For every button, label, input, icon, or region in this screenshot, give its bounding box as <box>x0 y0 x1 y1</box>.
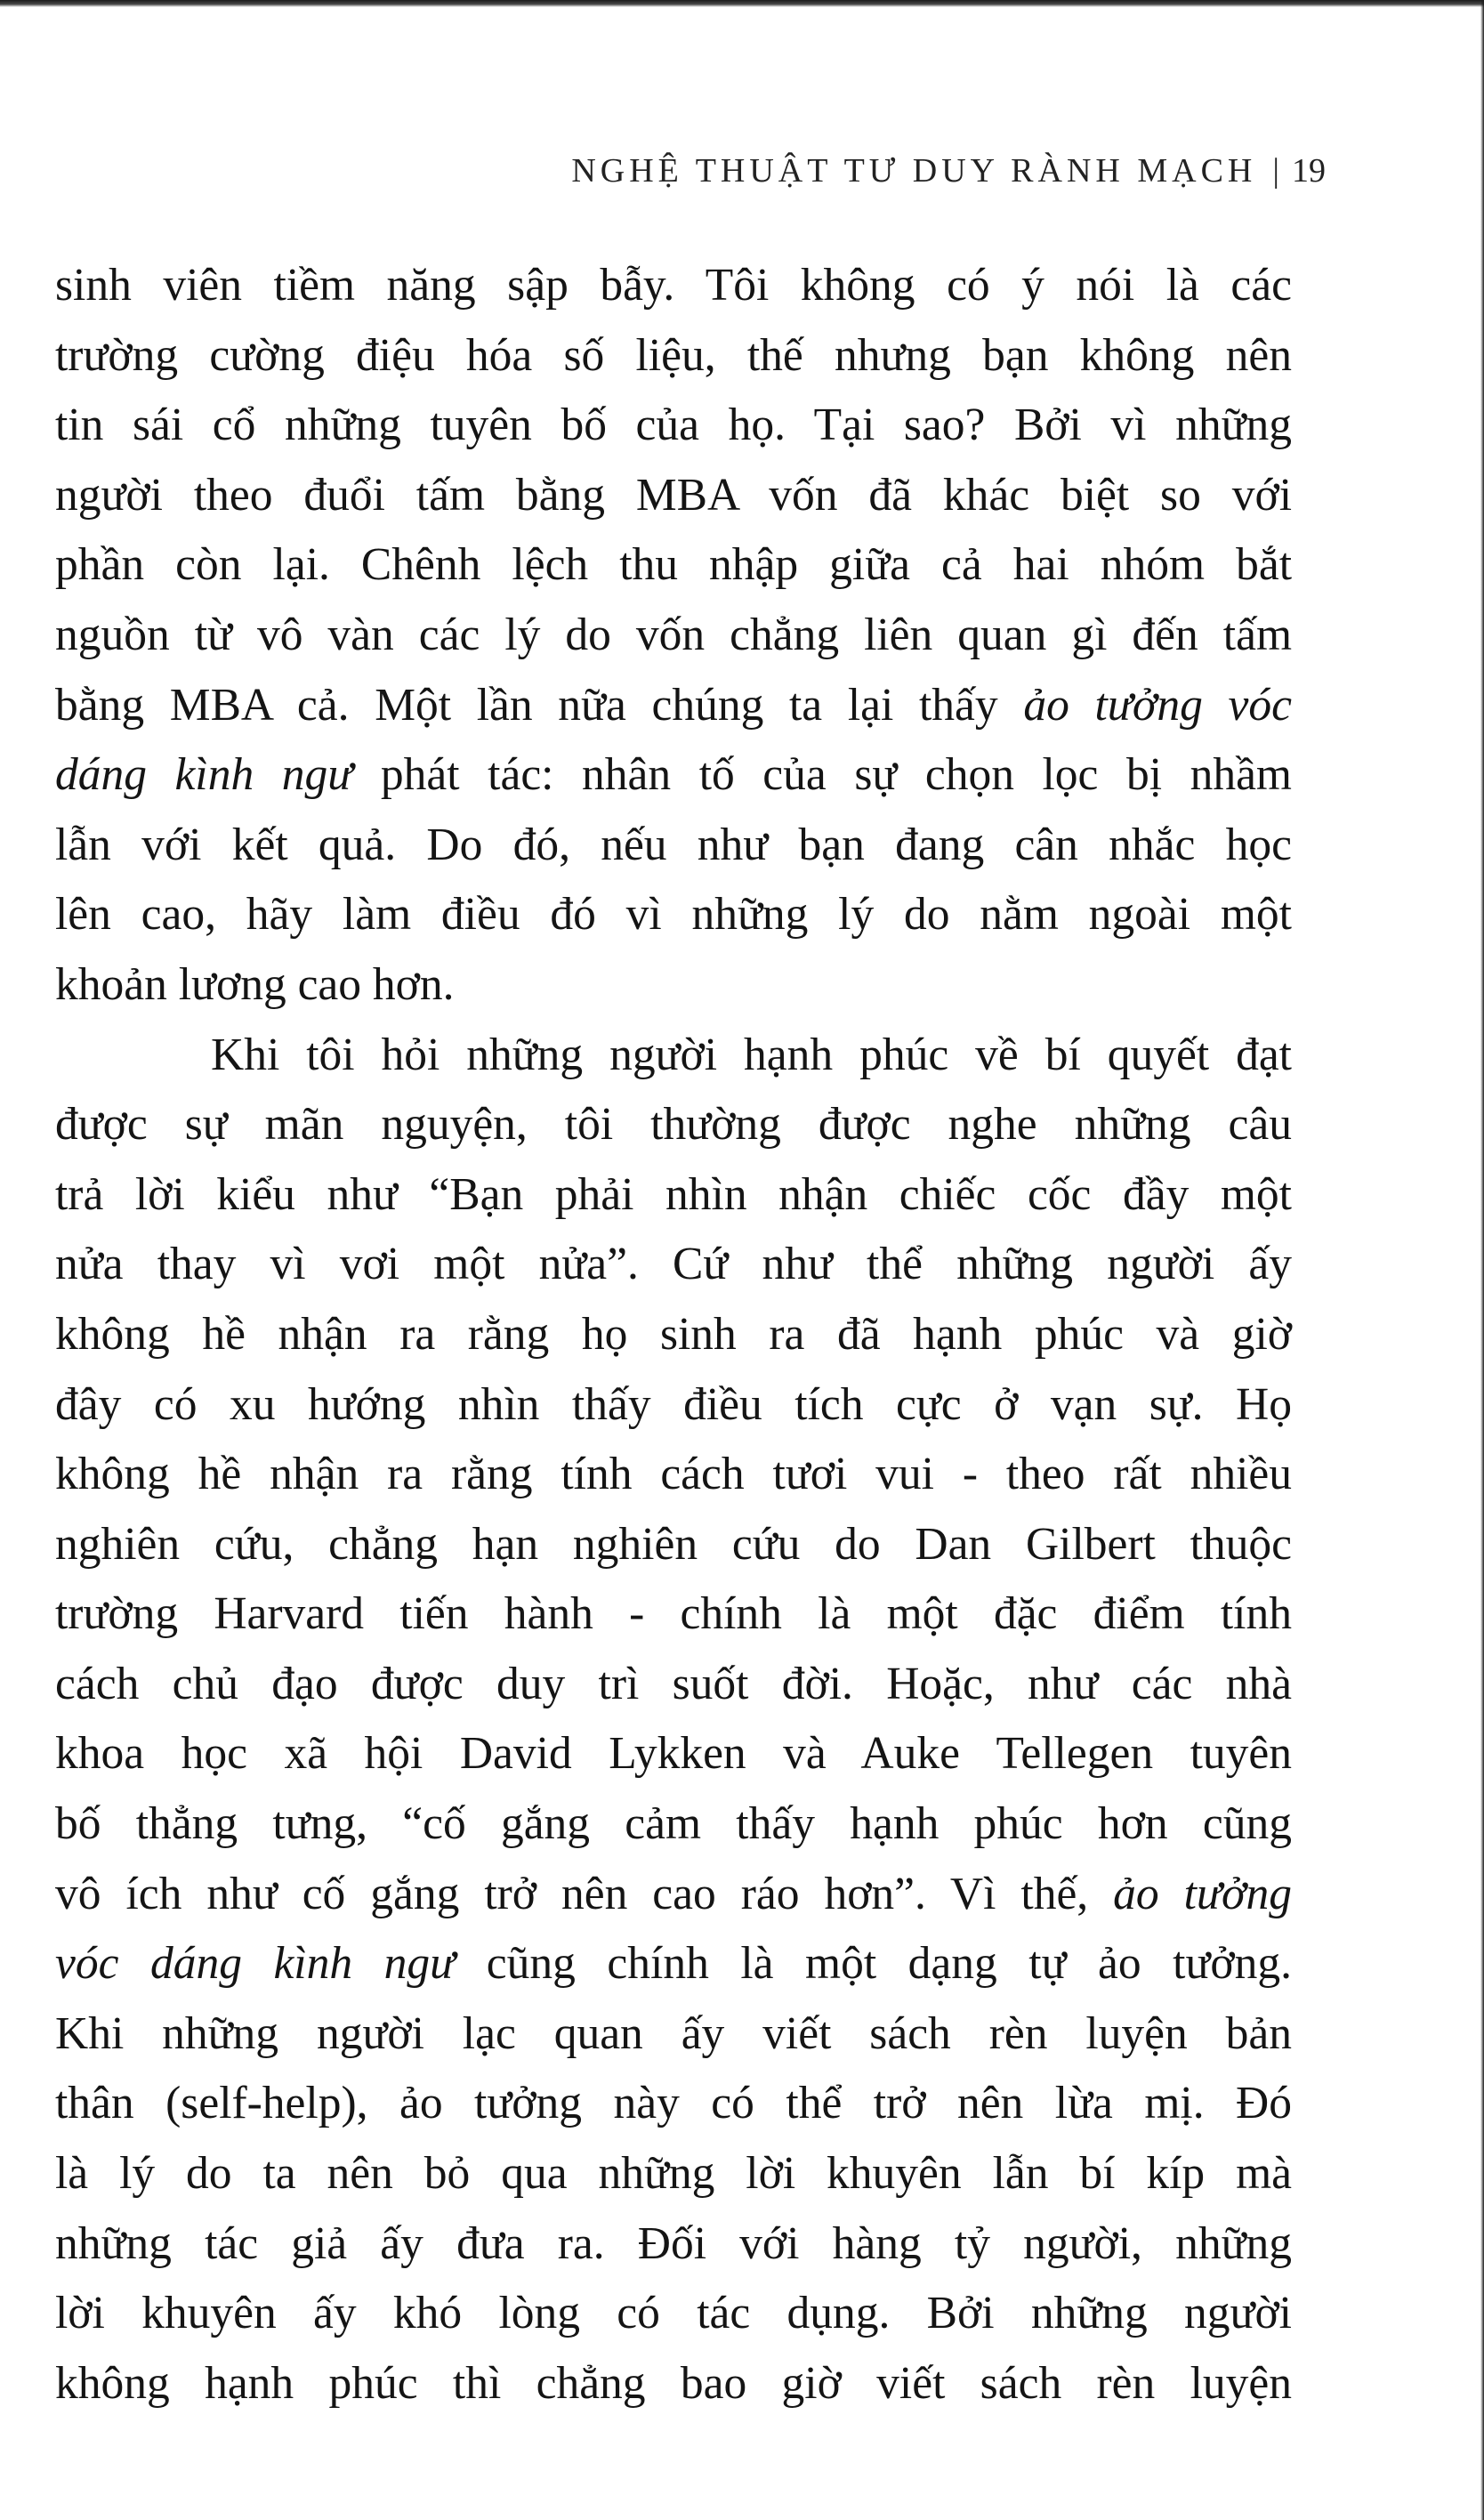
text-line: thân (self-help), ảo tưởng này có thể trở nên lừa mị. Đó <box>55 2078 1292 2129</box>
text-line: nửa thay vì vơi một nửa”. Cứ như thể những người ấy <box>55 1239 1292 1290</box>
text-line: đây có xu hướng nhìn thấy điều tích cực ở vạn sự. Họ <box>55 1378 1292 1430</box>
text-line: bố thẳng tưng, “cố gắng cảm thấy hạnh phúc hơn cũng <box>55 1798 1292 1850</box>
text-line: trường Harvard tiến hành - chính là một đặc điểm tính <box>55 1588 1292 1640</box>
text-line: trả lời kiểu như “Bạn phải nhìn nhận chiếc cốc đầy một <box>55 1168 1292 1220</box>
paragraph-start-line: Khi tôi hỏi những người hạnh phúc về bí quyết đạt <box>211 1029 1292 1080</box>
text-line: là lý do ta nên bỏ qua những lời khuyên lẫn bí kíp mà <box>55 2148 1292 2200</box>
text-line: trường cường điệu hóa số liệu, thế nhưng bạn không nên <box>55 329 1292 381</box>
running-header <box>53 151 1326 205</box>
text-line: khoa học xã hội David Lykken và Auke Tellegen tuyên <box>55 1728 1292 1780</box>
text-line: sinh viên tiềm năng sập bẫy. Tôi không có ý nói là các <box>55 260 1292 311</box>
italic-term: vóc dáng kình ngư <box>55 1938 456 1990</box>
text-line: nguồn từ vô vàn các lý do vốn chẳng liên quan gì đến tấm <box>55 609 1292 660</box>
paragraph-end-line: khoản lương cao hơn. <box>55 958 455 1010</box>
text-line: lời khuyên ấy khó lòng có tác dụng. Bởi những người <box>55 2288 1292 2339</box>
text-line: lên cao, hãy làm điều đó vì những lý do nằm ngoài một <box>55 889 1292 941</box>
text-line: tin sái cổ những tuyên bố của họ. Tại sao? Bởi vì những <box>55 400 1292 451</box>
text-line: dáng kình ngư phát tác: nhân tố của sự chọn lọc bị nhầm <box>55 749 1292 801</box>
text-line: cách chủ đạo được duy trì suốt đời. Hoặc, như các nhà <box>55 1658 1292 1709</box>
text-line: người theo đuổi tấm bằng MBA vốn đã khác biệt so với <box>55 469 1292 521</box>
text-line: không hề nhận ra rằng tính cách tươi vui - theo rất nhiều <box>55 1449 1292 1500</box>
italic-term: ảo tưởng vóc <box>1023 679 1292 731</box>
text-line: vóc dáng kình ngư cũng chính là một dạng tự ảo tưởng. <box>55 1938 1292 1990</box>
italic-term: ảo tưởng <box>1113 1868 1292 1919</box>
italic-term: dáng kình ngư <box>55 749 353 801</box>
text-line: không hạnh phúc thì chẳng bao giờ viết sách rèn luyện <box>55 2357 1292 2409</box>
text-line: không hề nhận ra rằng họ sinh ra đã hạnh phúc và giờ <box>55 1308 1292 1360</box>
text-line: những tác giả ấy đưa ra. Đối với hàng tỷ người, những <box>55 2217 1292 2269</box>
page-number: 19 <box>1292 152 1326 190</box>
text-line: lẫn với kết quả. Do đó, nếu như bạn đang cân nhắc học <box>55 819 1292 870</box>
text-line: nghiên cứu, chẳng hạn nghiên cứu do Dan Gilbert thuộc <box>55 1518 1292 1570</box>
page-right-edge <box>1480 0 1484 2520</box>
text-line: vô ích như cố gắng trở nên cao ráo hơn”. Vì thế, ảo tưởng <box>55 1868 1292 1919</box>
body-text <box>55 251 1292 2419</box>
text-line: được sự mãn nguyện, tôi thường được nghe những câu <box>55 1099 1292 1151</box>
text-line: Khi những người lạc quan ấy viết sách rèn luyện bản <box>55 2007 1292 2059</box>
text-line: phần còn lại. Chênh lệch thu nhập giữa cả hai nhóm bắt <box>55 539 1292 591</box>
page-top-edge <box>0 0 1484 7</box>
header-separator: | <box>1272 152 1279 190</box>
book-title: NGHỆ THUẬT TƯ DUY RÀNH MẠCH <box>571 152 1257 190</box>
text-line: bằng MBA cả. Một lần nữa chúng ta lại thấy ảo tưởng vóc <box>55 679 1292 731</box>
